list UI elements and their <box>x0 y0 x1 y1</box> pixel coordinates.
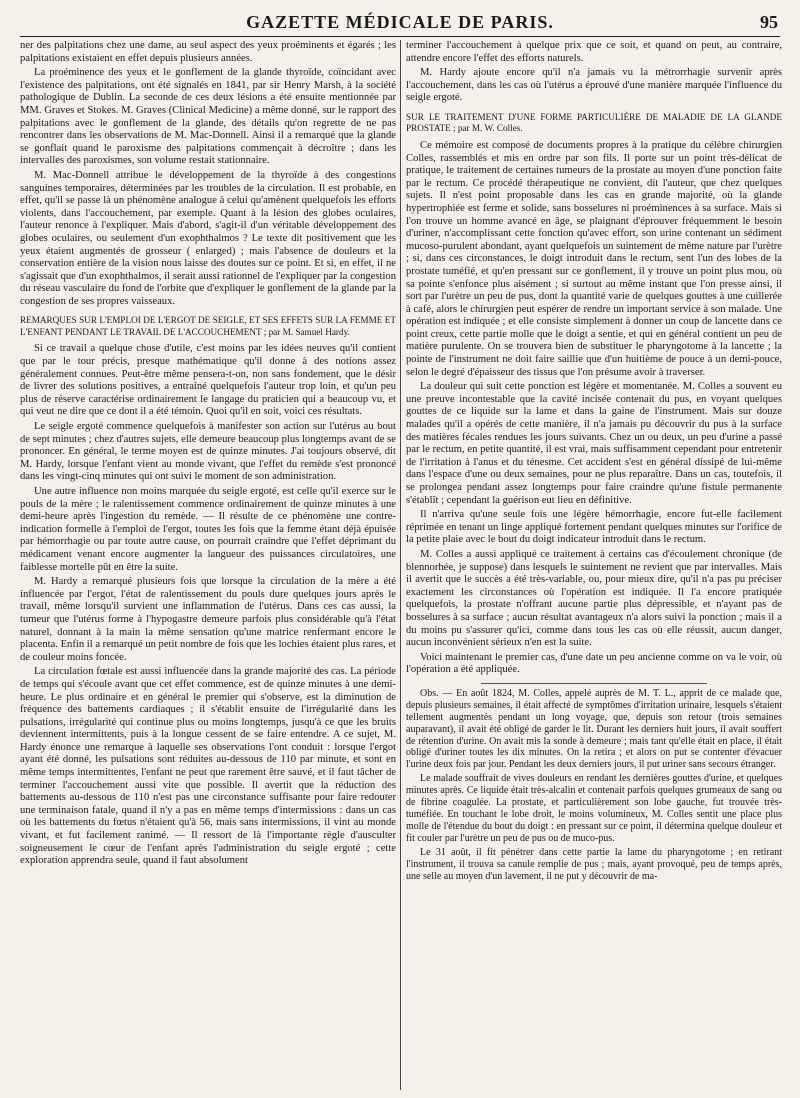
section-separator <box>481 683 707 684</box>
journal-title: GAZETTE MÉDICALE DE PARIS. <box>246 12 554 32</box>
paragraph: Le 31 août, il fit pénétrer dans cette partie la lame du pharyngotome ; en retirant l'instrument, il trouva sa canule remplie de pus ; mais, ayant provoqué, peu de temps après, une selle au moyen d'un lavement, il ne put y découvrir de ma- <box>406 846 782 882</box>
paragraph: La douleur qui suit cette ponction est légère et momentanée. M. Colles a souvent eu une preuve incontestable que la cavité incisée contenait du pus, en voyant quelques gouttes de ce liquide sur la lame et dans la gaine de l'instrument. Mais sur douze malades qu'il a opérés de cette manière, il n'a jamais pu découvrir du pus à la surface des matières fécales rendues les jours suivants. Chez un ou deux, un peu d'urine a passé par le rectum, en petite quantité, il est vrai, mais suffisamment cependant pour entretenir de l'irritation à l'anus et du ténesme. Cet accident s'est en général dissipé de lui-même dans l'espace d'une ou deux semaines, pour ne plus reparaître. Dans un cas, toutefois, il se prolongea pendant assez longtemps pour faire craindre qu'une fistule permanente s'établît ; cependant la guérison eut lieu en définitive. <box>406 381 782 506</box>
paragraph: Voici maintenant le premier cas, d'une date un peu ancienne comme on va le voir, où l'opération a été appliquée. <box>406 651 782 676</box>
page-number: 95 <box>760 12 778 32</box>
paragraph: La proéminence des yeux et le gonflement de la glande thyroïde, coïncidant avec l'existence des palpitations, ont été signalés en 1841, par sir Henry Marsh, à la société pathologique de Dublin. La seconde de ces deux lésions a été ensuite mentionnée par MM. Graves et Stokes. M. Graves (Clinical Medicine) a même donné, sur le rapport des palpitations avec le gonflement de la glande, des détails qu'on regrette de ne pas rencontrer dans les observations de M. Mac-Donnell. Ainsi il a remarqué que la glande se gonflait quand le paroxisme des palpitations commençait à décroître ; dans les intervalles des paroxismes, son volume restait stationnaire. <box>20 67 396 167</box>
paragraph: terminer l'accouchement à quelque prix que ce soit, et quand on peut, au contraire, attendre encore l'effet des efforts naturels. <box>406 40 782 64</box>
paragraph: Ce mémoire est composé de documents propres à la pratique du célèbre chirurgien Colles, rassemblés et mis en ordre par son fils. Il porte sur un point très-délicat de pratique, le traitement de certaines tumeurs de la prostate au moyen d'une ponction faite par le rectum. Ce procédé thérapeutique ne convient, dit l'auteur, que chez quelques sujets. Il n'est point proposable dans les cas en grande majorité, où la glande hypertrophiée est ferme et solide, sans bosselures ni proéminences à sa surface. Mais si l'on trouve un homme avancé en âge, se plaignant d'éprouver fréquemment le besoin d'uriner, n'accomplissant cette fonction qu'avec effort, son urine contenant un sédiment mucoso-purulent abondant, ayant quelquefois un suintement de même nature par l'urètre ; si, dans ces circonstances, le doigt introduit dans le rectum, sent l'un des lobes de la prostate tuméfié, et qu'en pressant sur ce gonflement, il y trouve un point plus mou, où sa pointe s'enfonce plus aisément ; si surtout au même instant que l'on presse ainsi, il sort par l'urètre un peu de pus, dont la quantité varie de quelques gouttes à une cuillerée à café, alors le chirurgien peut espérer de rendre un important service à son malade. Une opération est indiquée ; et elle consiste simplement à donner un coup de lancette dans ce point creux, cette partie molle que le doigt a sentie, et qui en général contient un peu de matière purulente. On se trouvera bien de substituer le pharyngotome à la lancette ; la pointe de l'instrument ne doit faire saillie que d'un huitième de pouce à un demi-pouce, selon le degré d'épaisseur des tissus que l'on présume avoir à traverser. <box>406 139 782 378</box>
paragraph: Si ce travail a quelque chose d'utile, c'est moins par les idées neuves qu'il contient que par le tour précis, presque mathématique qu'il donne à des notions assez généralement connues. Peut-être même pensera-t-on, non sans fondement, que le désir de livrer des solutions positives, a entraîné quelquefois l'auteur trop loin, et qu'un peu plus de réserve caractérise ordinairement le langage du praticien qui a beaucoup vu, et qui veut ne dire que ce dont il a été témoin. Quoi qu'il en soit, voici ces résultats. <box>20 343 396 418</box>
paragraph: Le seigle ergoté commence quelquefois à manifester son action sur l'utérus au bout de sept minutes ; chez d'autres sujets, elle demeure beaucoup plus longtemps avant de se prononcer. En général, le terme moyen est de quinze minutes. J'ai toujours observé, dit M. Hardy, lorsque l'enfant vient au monde vivant, que l'effet du remède s'est prononcé dans les vingt-cinq minutes qui ont suivi le moment de son administration. <box>20 421 396 483</box>
article-heading-prostate: SUR LE TRAITEMENT D'UNE FORME PARTICULIÈRE DE MALADIE DE LA GLANDE PROSTATE ; par M. W. Colles. <box>406 111 782 134</box>
paragraph: ner des palpitations chez une dame, au seul aspect des yeux proéminents et égarés ; les palpitations existaient en effet depuis plusieurs années. <box>20 40 396 64</box>
paragraph: Une autre influence non moins marquée du seigle ergoté, est celle qu'il exerce sur le pouls de la mère ; le ralentissement commence ordinairement de quinze minutes à une demi-heure après l'ingestion du remède. — Il résulte de ce phénomène une contre-indication formelle à l'emploi de l'ergot, toutes les fois que la femme étant déjà épuisée par hémorrhagie ou par toute autre cause, on pourrait craindre que l'effet déprimant du médicament venant encore augmenter la langueur des puissances circulatoires, une faiblesse mortelle pût en être la suite. <box>20 486 396 573</box>
paragraph: M. Hardy ajoute encore qu'il n'a jamais vu la métrorrhagie survenir après l'accouchement, dans les cas où l'utérus a éprouvé d'une manière marquée l'influence du seigle ergoté. <box>406 67 782 104</box>
column-divider <box>400 40 401 1090</box>
paragraph: M. Colles a aussi appliqué ce traitement à certains cas d'écoulement chronique (de blennorhée, je suppose) dans lesquels le suintement ne revient que par intervalles. Mais il avertit que le succès a été très-variable, ou, pour mieux dire, qu'il n'a pas pu préciser exactement les circonstances où l'opération est indiquée. Il l'a encore pratiquée quelquefois, la prostate n'offrant aucune partie plus dépressible, et n'ayant pas de bosselures à sa surface ; aucun résultat avantageux n'a alors suivi la ponction ; mais il a du moins pu s'assurer qu'ici, comme dans tous les cas où elle réussit, aucun danger, aucun inconvénient sérieux n'en est la suite. <box>406 548 782 649</box>
paragraph: Il n'arriva qu'une seule fois une légère hémorrhagie, encore fut-elle facilement réprimée en tenant un linge appliqué fortement pendant quelques minutes sur l'orifice de la petite plaie avec le bout du doigt indicateur introduit dans le rectum. <box>406 509 782 546</box>
paragraph: Le malade souffrait de vives douleurs en rendant les dernières gouttes d'urine, et quelques minutes après. Ce liquide était très-alcalin et contenait parfois quelques grumeaux de sang ou de fibrine coagulée. La prostate, et particulièrement son lobe gauche, fut trouvée très-tuméfiée. En touchant le lobe droit, le moins volumineux, M. Colles sentit une place plus molle de l'étendue du bout du doigt : en pressant sur ce point, il détermina quelque douleur et fit couler par l'urètre un peu de pus ou de muco-pus. <box>406 773 782 844</box>
observation-block <box>406 688 782 883</box>
paragraph: M. Mac-Donnell attribue le développement de la thyroïde à des congestions sanguines temporaires, déterminées par les troubles de la circulation. Il est probable, en effet, qu'il se passe là un phénomène analogue à celui qu'amènent quelquefois les efforts violents, dans l'accouchement, par exemple. Quant à la lésion des globes oculaires, l'auteur renonce à l'expliquer. Mais d'abord, s'agit-il d'un véritable développement des globes oculaires, ou seulement d'un exophthalmos ? Le texte dit positivement que les yeux étaient augmentés de grosseur ( enlarged) ; mais l'absence de douleurs et la conservation entière de la vision nous laisse des doutes sur ce point. Et si, en effet, il ne s'agissait que d'un exophthalmos, il serait aussi rationnel de l'expliquer par la congestion du réseau vasculaire du fond de l'orbite que d'expliquer le gonflement de la glande par la congestion de ses propres vaisseaux. <box>20 169 396 307</box>
paragraph: Obs. — En août 1824, M. Colles, appelé auprès de M. T. L., apprit de ce malade que, depuis plusieurs semaines, il était affecté de symptômes d'irritation urinaire, lesquels s'étaient tellement augmentés pendant un long voyage, que, depuis son retour (trois semaines auparavant), il avait été obligé de garder le lit. Durant les derniers huit jours, il avait souffert de rétention d'urine. On avait mis la sonde à demeure ; mais tant qu'elle était en place, il était obligé d'uriner toutes les dix minutes. On la retira ; et alors on put se contenter d'évacuer l'urine deux fois par jour. Pendant les deux derniers jours, il put uriner sans secours étranger. <box>406 687 782 771</box>
article-heading-ergot: REMARQUES SUR L'EMPLOI DE L'ERGOT DE SEIGLE, ET SES EFFETS SUR LA FEMME ET L'ENFANT PENDANT LE TRAVAIL DE L'ACCOUCHEMENT ; par M. Samuel Hardy. <box>20 315 396 337</box>
paragraph: La circulation fœtale est aussi influencée dans la grande majorité des cas. La période de temps qui s'écoule avant que cet effet commence, est de quinze minutes à une demi-heure. Le plus ordinaire et en général le premier qui s'observe, est la diminution de fréquence des battements cardiaques ; il s'établit ensuite de l'irrégularité dans les pulsations, irrégularité qui continue plus ou moins longtemps, jusqu'à ce que les bruits deviennent intermittents, puis à la longue cessent de se faire entendre. A ce sujet, M. Hardy énonce une remarque à laquelle ses observations l'ont conduit : lorsque l'ergot ayant été donné, les pulsations sont réduites au-dessous de 110 par minute, et sont en même temps intermittentes, l'enfant ne peut que rarement être sauvé, et il faut tâcher de terminer l'accouchement aussi vite que possible. Il avertit que la réduction des battements au-dessous de 110 n'est pas une circonstance suffisante pour faire redouter une terminaison fatale, quand il n'y a pas en même temps d'intermissions : dans un cas où les battements du fœtus n'étaient qu'à 56, mais sans intermissions, il vint au monde vivant, et fut facilement ranimé. — Il ressort de là l'importante règle d'ausculter soigneusement le cœur de l'enfant après l'administration du seigle ergoté ; cette exploration apprendra seule, quand il faut absolument <box>20 666 396 867</box>
right-column <box>406 40 782 1094</box>
page-header <box>20 10 780 37</box>
paragraph: M. Hardy a remarqué plusieurs fois que lorsque la circulation de la mère a été influencée par l'ergot, l'état de ralentissement du pouls dure quelques jours après le travail, même lorsqu'il survient une inflammation de l'utérus. Dans ces cas aussi, la tumeur que l'utérus forme à l'hypogastre demeure parfois plus considérable qu'à l'état naturel, donnant à la main la même sensation qu'une matrice renfermant encore le placenta. Enfin il a remarqué un petit nombre de fois que les lochies étaient plus rares, et de couleur moins foncée. <box>20 576 396 663</box>
left-column <box>20 40 396 1094</box>
